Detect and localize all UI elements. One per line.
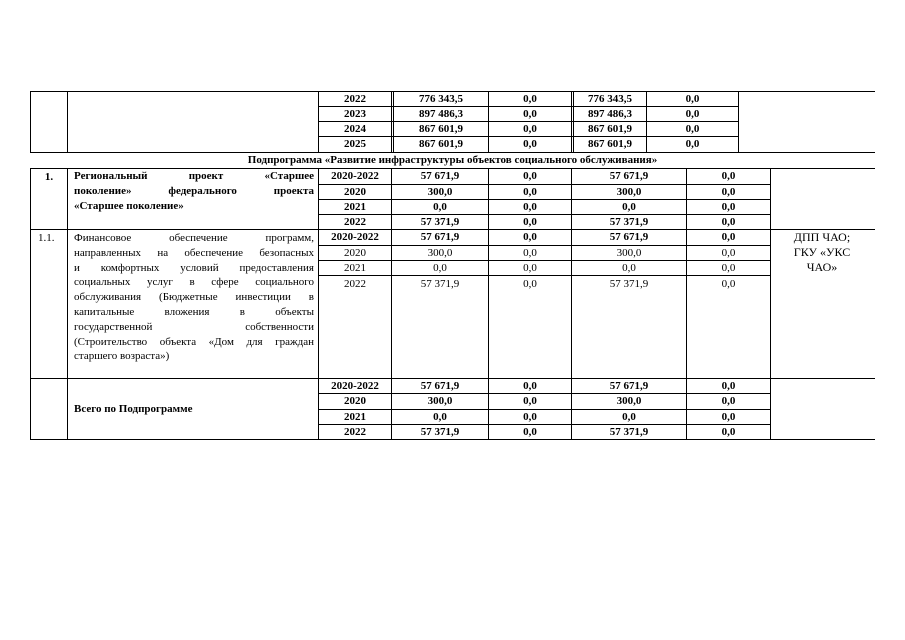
regional-cell: 897 486,3 [588,108,632,120]
federal-cell: 0,0 [523,138,537,150]
regional-cell: 57 671,9 [609,380,649,392]
measure-name: Финансовое обеспечение программ, направленных на обеспечение безопасных и комфортных условий предоставления социальных услуг в сфере социального обслуживания (Бюджетные инвестиции в капитальные вложения в объекты государственной собственности (Строительство объекта «Дом для граждан старшего возраста») [74,232,314,363]
total-cell: 0,0 [433,411,447,423]
year-cell: 2020-2022 [331,380,379,392]
executor-cell: ДПП ЧАО; ГКУ «УКС ЧАО» [793,230,851,274]
total-cell: 300,0 [427,247,453,259]
federal-cell: 0,0 [523,216,537,228]
year-cell: 2021 [344,411,366,423]
other-cell: 0,0 [685,123,700,135]
federal-cell: 0,0 [523,262,537,274]
other-cell: 0,0 [685,138,700,150]
federal-cell: 0,0 [523,108,537,120]
total-cell: 57 371,9 [420,426,460,438]
total-cell: 0,0 [433,201,447,213]
year-cell: 2022 [344,93,366,105]
federal-cell: 0,0 [523,426,537,438]
total-cell: 300,0 [427,395,453,407]
federal-cell: 0,0 [523,123,537,135]
year-cell: 2021 [344,262,366,274]
total-cell: 57 371,9 [420,216,460,228]
total-label: Всего по Подпрограмме [74,403,193,415]
year-cell: 2020-2022 [331,231,379,243]
federal-cell: 0,0 [523,380,537,392]
total-cell: 0,0 [433,262,447,274]
regional-cell: 57 371,9 [609,216,649,228]
year-cell: 2022 [344,216,366,228]
federal-cell: 0,0 [523,231,537,243]
regional-cell: 300,0 [616,247,642,259]
row-number: 1.1. [38,232,55,244]
section-name: Региональный проект «Старшее поколение» федерального проекта «Старшее поколение» [74,170,314,212]
regional-cell: 0,0 [622,262,636,274]
regional-cell: 300,0 [616,186,642,198]
federal-cell: 0,0 [523,170,537,182]
year-cell: 2020 [344,395,366,407]
regional-cell: 300,0 [616,395,642,407]
other-cell: 0,0 [685,108,700,120]
year-cell: 2020 [344,186,366,198]
regional-cell: 57 671,9 [609,170,649,182]
total-cell: 300,0 [427,186,453,198]
year-cell: 2022 [344,426,366,438]
federal-cell: 0,0 [523,201,537,213]
other-cell: 0,0 [721,186,736,198]
year-cell: 2024 [344,123,366,135]
other-cell: 0,0 [721,170,736,182]
total-cell: 57 671,9 [420,380,460,392]
total-cell: 867 601,9 [419,138,463,150]
other-cell: 0,0 [721,201,736,213]
other-cell: 0,0 [721,426,736,438]
regional-cell: 57 371,9 [609,278,649,290]
regional-cell: 776 343,5 [588,93,632,105]
subprogram-title: Подпрограмма «Развитие инфраструктуры объектов социального обслуживания» [247,154,658,166]
total-cell: 57 671,9 [420,231,460,243]
federal-cell: 0,0 [523,93,537,105]
year-cell: 2022 [344,278,366,290]
year-cell: 2021 [344,201,366,213]
other-cell: 0,0 [721,262,736,274]
year-cell: 2025 [344,138,366,150]
year-cell: 2020-2022 [331,170,379,182]
year-cell: 2020 [344,247,366,259]
federal-cell: 0,0 [523,411,537,423]
federal-cell: 0,0 [523,186,537,198]
federal-cell: 0,0 [523,395,537,407]
other-cell: 0,0 [721,216,736,228]
other-cell: 0,0 [721,395,736,407]
regional-cell: 57 371,9 [609,426,649,438]
total-cell: 867 601,9 [419,123,463,135]
total-cell: 897 486,3 [419,108,463,120]
regional-cell: 867 601,9 [588,123,632,135]
federal-cell: 0,0 [523,278,537,290]
regional-cell: 867 601,9 [588,138,632,150]
regional-cell: 0,0 [622,201,636,213]
other-cell: 0,0 [721,411,736,423]
total-cell: 57 671,9 [420,170,460,182]
other-cell: 0,0 [721,380,736,392]
other-cell: 0,0 [721,231,736,243]
total-cell: 57 371,9 [420,278,460,290]
regional-cell: 0,0 [622,411,636,423]
regional-cell: 57 671,9 [609,231,649,243]
total-cell: 776 343,5 [419,93,463,105]
year-cell: 2023 [344,108,366,120]
row-number: 1. [44,171,54,183]
other-cell: 0,0 [685,93,700,105]
other-cell: 0,0 [721,247,736,259]
federal-cell: 0,0 [523,247,537,259]
other-cell: 0,0 [721,278,736,290]
